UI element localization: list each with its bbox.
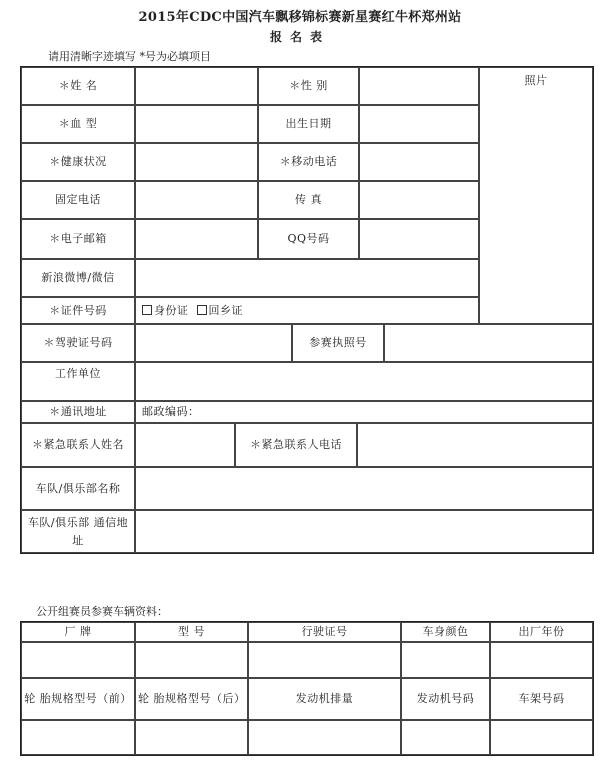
health-label: ＊健康状况 — [21, 143, 135, 181]
id-card-checkbox[interactable] — [142, 305, 152, 315]
vehicle-section-label: 公开组赛员参赛车辆资料： — [36, 605, 168, 618]
name-label: ＊姓 名 — [21, 67, 135, 105]
vehicle-color-field[interactable] — [401, 642, 490, 678]
postcode-label: 邮政编码： — [142, 405, 200, 419]
vehicle-header-rear-tire: 轮 胎规格型号（后） — [135, 678, 248, 720]
name-field[interactable] — [135, 67, 258, 105]
fill-instruction: 请用清晰字迹填写 *号为必填项目 — [48, 50, 211, 63]
vehicle-model-field[interactable] — [135, 642, 248, 678]
landline-label: 固定电话 — [21, 181, 135, 219]
vehicle-registration-field[interactable] — [248, 642, 401, 678]
driver-license-field[interactable] — [135, 324, 292, 362]
race-license-label: 参赛执照号 — [292, 324, 384, 362]
vehicle-year-field[interactable] — [490, 642, 593, 678]
race-license-field[interactable] — [384, 324, 593, 362]
vehicle-header-front-tire: 轮 胎规格型号（前） — [21, 678, 135, 720]
qq-label: QQ号码 — [258, 219, 359, 259]
home-return-permit-option: 回乡证 — [208, 303, 243, 317]
emergency-contact-phone-label: ＊紧急联系人电话 — [235, 423, 357, 467]
engine-number-field[interactable] — [401, 720, 490, 755]
blood-type-field[interactable] — [135, 105, 258, 143]
mobile-label: ＊移动电话 — [258, 143, 359, 181]
vehicle-header-model: 型 号 — [135, 622, 248, 642]
vehicle-header-engine-number: 发动机号码 — [401, 678, 490, 720]
vehicle-info-table — [20, 621, 594, 756]
blood-type-label: ＊血 型 — [21, 105, 135, 143]
id-card-option: 身份证 — [154, 303, 189, 317]
vehicle-brand-field[interactable] — [21, 642, 135, 678]
weibo-label: 新浪微博/微信 — [21, 259, 135, 297]
team-name-field[interactable] — [135, 467, 593, 510]
landline-field[interactable] — [135, 181, 258, 219]
rear-tire-field[interactable] — [135, 720, 248, 755]
emergency-contact-phone-field[interactable] — [357, 423, 593, 467]
health-field[interactable] — [135, 143, 258, 181]
frame-number-field[interactable] — [490, 720, 593, 755]
form-subtitle: 报名表 — [269, 30, 330, 44]
form-title: 2015年CDC中国汽车飘移锦标赛新星赛红牛杯郑州站 — [138, 10, 462, 25]
team-address-label: 车队/俱乐部 通信地址 — [21, 510, 135, 553]
vehicle-header-year: 出厂年份 — [490, 622, 593, 642]
qq-field[interactable] — [359, 219, 479, 259]
vehicle-header-displacement: 发动机排量 — [248, 678, 401, 720]
team-name-label: 车队/俱乐部名称 — [21, 467, 135, 510]
address-field[interactable] — [135, 401, 593, 423]
photo-box[interactable] — [479, 67, 593, 324]
fax-label: 传 真 — [258, 181, 359, 219]
workplace-field[interactable] — [135, 362, 593, 401]
front-tire-field[interactable] — [21, 720, 135, 755]
driver-license-label: ＊驾驶证号码 — [21, 324, 135, 362]
team-address-field[interactable] — [135, 510, 593, 553]
vehicle-header-frame-number: 车架号码 — [490, 678, 593, 720]
photo-label: 照片 — [524, 74, 548, 87]
birth-date-field[interactable] — [359, 105, 479, 143]
displacement-field[interactable] — [248, 720, 401, 755]
workplace-label: 工作单位 — [21, 362, 135, 401]
gender-label: ＊性 别 — [258, 67, 359, 105]
registration-form — [20, 66, 594, 554]
email-label: ＊电子邮箱 — [21, 219, 135, 259]
fax-field[interactable] — [359, 181, 479, 219]
id-type-options — [135, 297, 479, 324]
vehicle-header-color: 车身颜色 — [401, 622, 490, 642]
id-number-label: ＊证件号码 — [21, 297, 135, 324]
gender-field[interactable] — [359, 67, 479, 105]
home-return-permit-checkbox[interactable] — [197, 305, 207, 315]
emergency-contact-name-field[interactable] — [135, 423, 235, 467]
weibo-field[interactable] — [135, 259, 479, 297]
mobile-field[interactable] — [359, 143, 479, 181]
vehicle-header-registration: 行驶证号 — [248, 622, 401, 642]
address-label: ＊通讯地址 — [21, 401, 135, 423]
emergency-contact-name-label: ＊紧急联系人姓名 — [21, 423, 135, 467]
email-field[interactable] — [135, 219, 258, 259]
vehicle-header-brand: 厂 牌 — [21, 622, 135, 642]
birth-date-label: 出生日期 — [258, 105, 359, 143]
